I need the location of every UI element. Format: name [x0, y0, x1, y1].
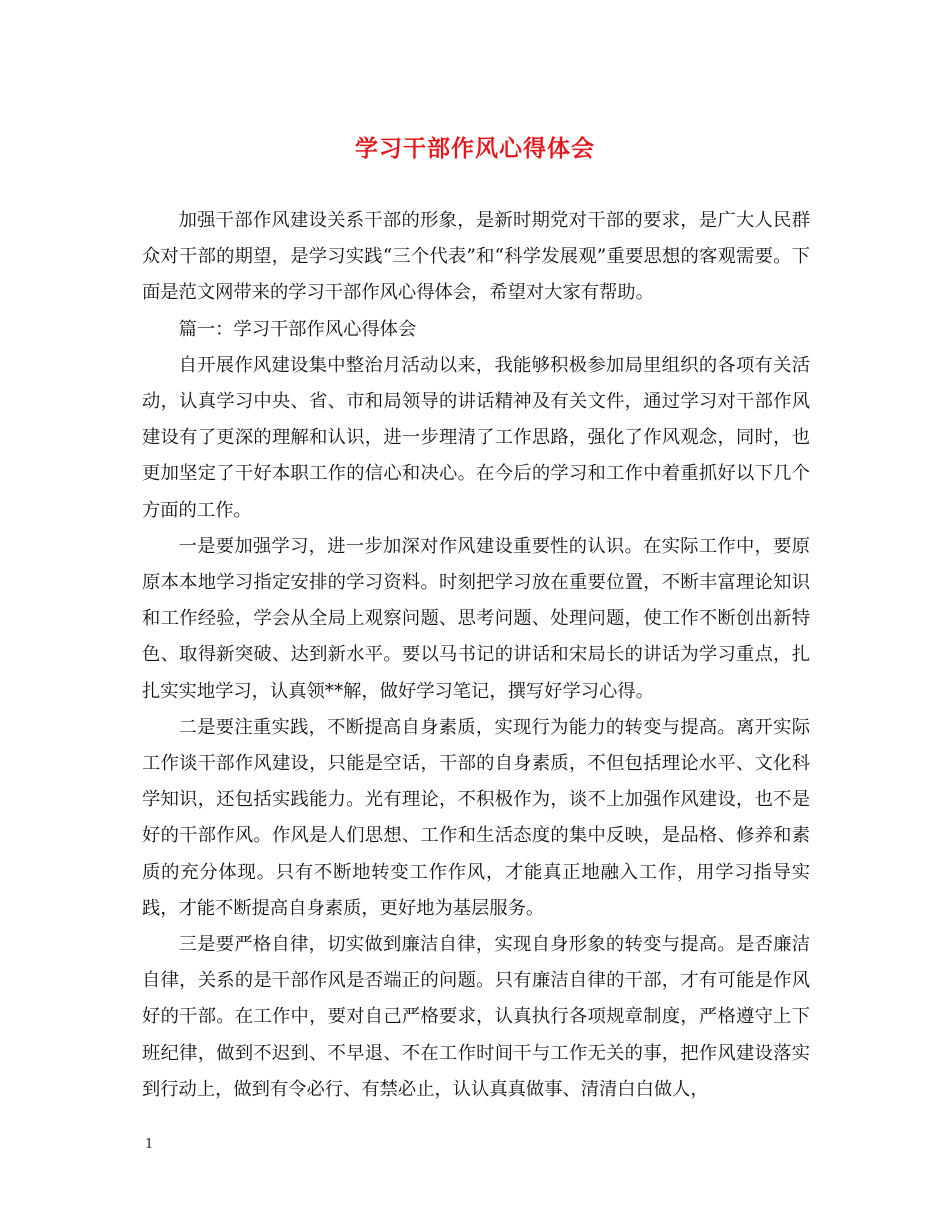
page-number: 1 — [145, 1137, 154, 1152]
section-heading: 篇一：学习干部作风心得体会 — [178, 318, 417, 340]
intro-paragraph: 加强干部作风建设关系干部的形象，是新时期党对干部的要求，是广大人民群众对干部的期望，是学习实践“三个代表”和“科学发展观”重要思想的客观需要。下面是范文网带来的学习干部作风心得体会，希望对大家有帮助。 — [142, 210, 810, 304]
document-title: 学习干部作风心得体会 — [355, 136, 595, 162]
body-paragraph: 一是要加强学习，进一步加深对作风建设重要性的认识。在实际工作中，要原原本本地学习指定安排的学习资料。时刻把学习放在重要位置，不断丰富理论知识和工作经验，学会从全局上观察问题、思考问题、处理问题，使工作不断创出新特色、取得新突破、达到新水平。要以马书记的讲话和宋局长的讲话为学习重点，扎扎实实地学习，认真领**解，做好学习笔记，撰写好学习心得。 — [142, 535, 810, 702]
document-body — [142, 203, 810, 1108]
body-paragraph: 三是要严格自律，切实做到廉洁自律，实现自身形象的转变与提高。是否廉洁自律，关系的是干部作风是否端正的问题。只有廉洁自律的干部，才有可能是作风好的干部。在工作中，要对自己严格要求，认真执行各项规章制度，严格遵守上下班纪律，做到不迟到、不早退、不在工作时间干与工作无关的事，把作风建设落实到行动上，做到有令必行、有禁必止，认认真真做事、清清白白做人， — [142, 934, 810, 1100]
body-paragraph: 自开展作风建设集中整治月活动以来，我能够积极参加局里组织的各项有关活动，认真学习中央、省、市和局领导的讲话精神及有关文件，通过学习对干部作风建设有了更深的理解和认识，进一步理清了工作思路，强化了作风观念，同时，也更加坚定了干好本职工作的信心和决心。在今后的学习和工作中着重抓好以下几个方面的工作。 — [142, 354, 810, 521]
body-paragraph: 二是要注重实践，不断提高自身素质，实现行为能力的转变与提高。离开实际工作谈干部作风建设，只能是空话，干部的自身素质，不但包括理论水平、文化科学知识，还包括实践能力。光有理论，不积极作为，谈不上加强作风建设，也不是好的干部作风。作风是人们思想、工作和生活态度的集中反映，是品格、修养和素质的充分体现。只有不断地转变工作作风，才能真正地融入工作，用学习指导实践，才能不断提高自身素质，更好地为基层服务。 — [142, 716, 810, 919]
